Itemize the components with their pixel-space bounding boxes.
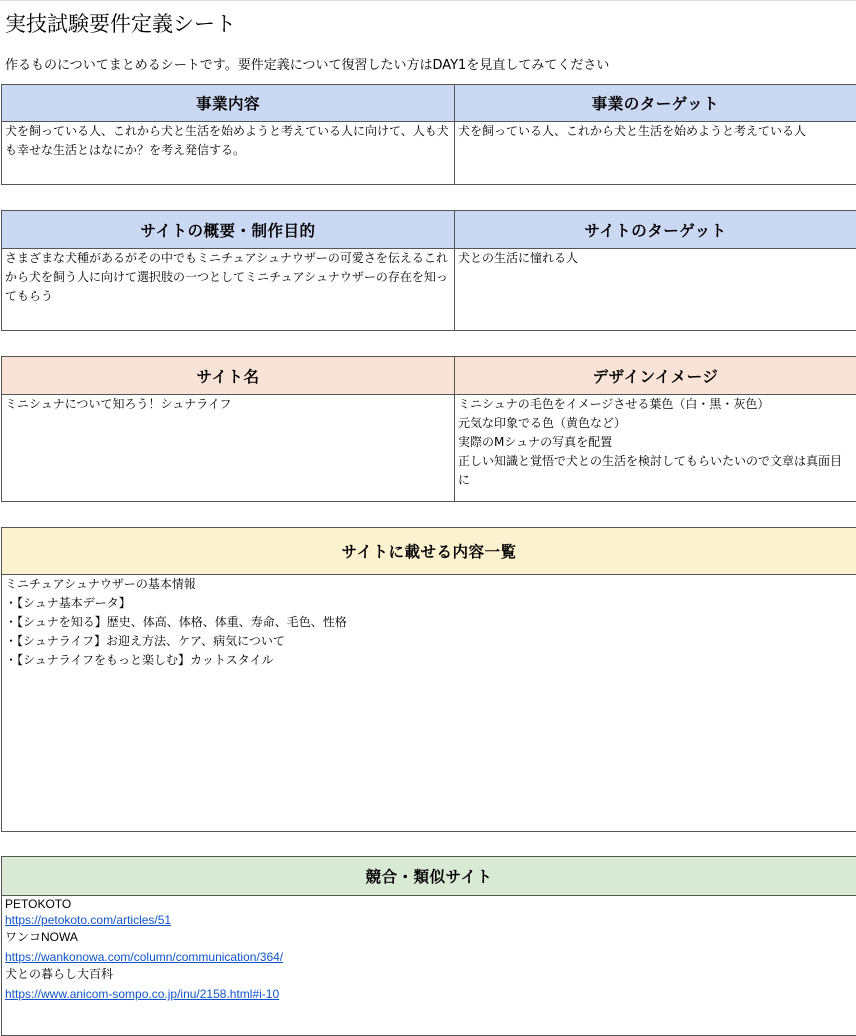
competitor-name: ワンコNOWA xyxy=(5,929,853,945)
content-list-table xyxy=(1,527,856,832)
design-image-header: デザインイメージ xyxy=(455,357,856,395)
design-image-line: 元気な印象でる色（黄色など） xyxy=(458,414,853,433)
content-list-item: ・【シュナライフをもっと楽しむ】カットスタイル xyxy=(5,651,853,670)
site-name-cell[interactable] xyxy=(2,395,455,502)
site-overview-text: さまざまな犬種があるがその中でもミニチュアシュナウザーの可愛さを伝えるこれから犬を飼う人に向けて選択肢の一つとしてミニチュアシュナウザーの存在を知ってもらう xyxy=(5,249,451,306)
business-content-cell[interactable] xyxy=(2,122,455,185)
content-list-item: ・【シュナ基本データ】 xyxy=(5,594,853,613)
competitor-name: PETOKOTO xyxy=(5,896,853,912)
site-overview-table xyxy=(1,210,856,331)
design-image-line: ミニシュナの毛色をイメージさせる葉色（白・黒・灰色） xyxy=(458,395,853,414)
site-target-header: サイトのターゲット xyxy=(455,211,856,249)
site-name-text: ミニシュナについて知ろう！シュナライフ xyxy=(5,395,451,414)
page-title: 実技試験要件定義シート xyxy=(5,10,236,38)
business-target-cell[interactable] xyxy=(455,122,856,185)
site-target-text: 犬との生活に憧れる人 xyxy=(458,249,853,268)
competitor-table xyxy=(1,856,856,1036)
business-content-header: 事業内容 xyxy=(2,85,455,122)
page-subtitle: 作るものについてまとめるシートです。要件定義について復習したい方はDAY1を見直してみてください xyxy=(5,57,609,75)
business-target-header: 事業のターゲット xyxy=(455,85,856,122)
competitor-link[interactable]: https://www.anicom-sompo.co.jp/inu/2158.html#i-10 xyxy=(5,986,853,1003)
competitor-name: 犬との暮らし大百科 xyxy=(5,966,853,982)
design-image-line: 実際のMシュナの写真を配置 xyxy=(458,433,853,452)
content-list-cell[interactable] xyxy=(2,575,856,832)
competitor-cell[interactable] xyxy=(2,896,856,1036)
design-image-line: 正しい知識と覚悟で犬との生活を検討してもらいたいので文章は真面目に xyxy=(458,452,853,490)
site-overview-cell[interactable] xyxy=(2,249,455,331)
content-list-header: サイトに載せる内容一覧 xyxy=(2,528,856,575)
site-name-header: サイト名 xyxy=(2,357,455,395)
business-target-text: 犬を飼っている人、これから犬と生活を始めようと考えている人 xyxy=(458,122,853,141)
top-border xyxy=(0,0,856,1)
competitor-link[interactable]: https://petokoto.com/articles/51 xyxy=(5,912,853,929)
competitor-link[interactable]: https://wankonowa.com/column/communication/364/ xyxy=(5,949,853,966)
content-list-item: ・【シュナライフ】お迎え方法、ケア、病気について xyxy=(5,632,853,651)
business-table xyxy=(1,84,856,185)
design-image-cell[interactable] xyxy=(455,395,856,502)
site-target-cell[interactable] xyxy=(455,249,856,331)
site-overview-header: サイトの概要・制作目的 xyxy=(2,211,455,249)
content-list-item: ・【シュナを知る】歴史、体高、体格、体重、寿命、毛色、性格 xyxy=(5,613,853,632)
business-content-text: 犬を飼っている人、これから犬と生活を始めようと考えている人に向けて、人も犬も幸せな生活とはなにか？を考え発信する。 xyxy=(5,122,451,160)
competitor-header: 競合・類似サイト xyxy=(2,857,856,896)
site-name-table xyxy=(1,356,856,502)
content-list-item: ミニチュアシュナウザーの基本情報 xyxy=(5,575,853,594)
